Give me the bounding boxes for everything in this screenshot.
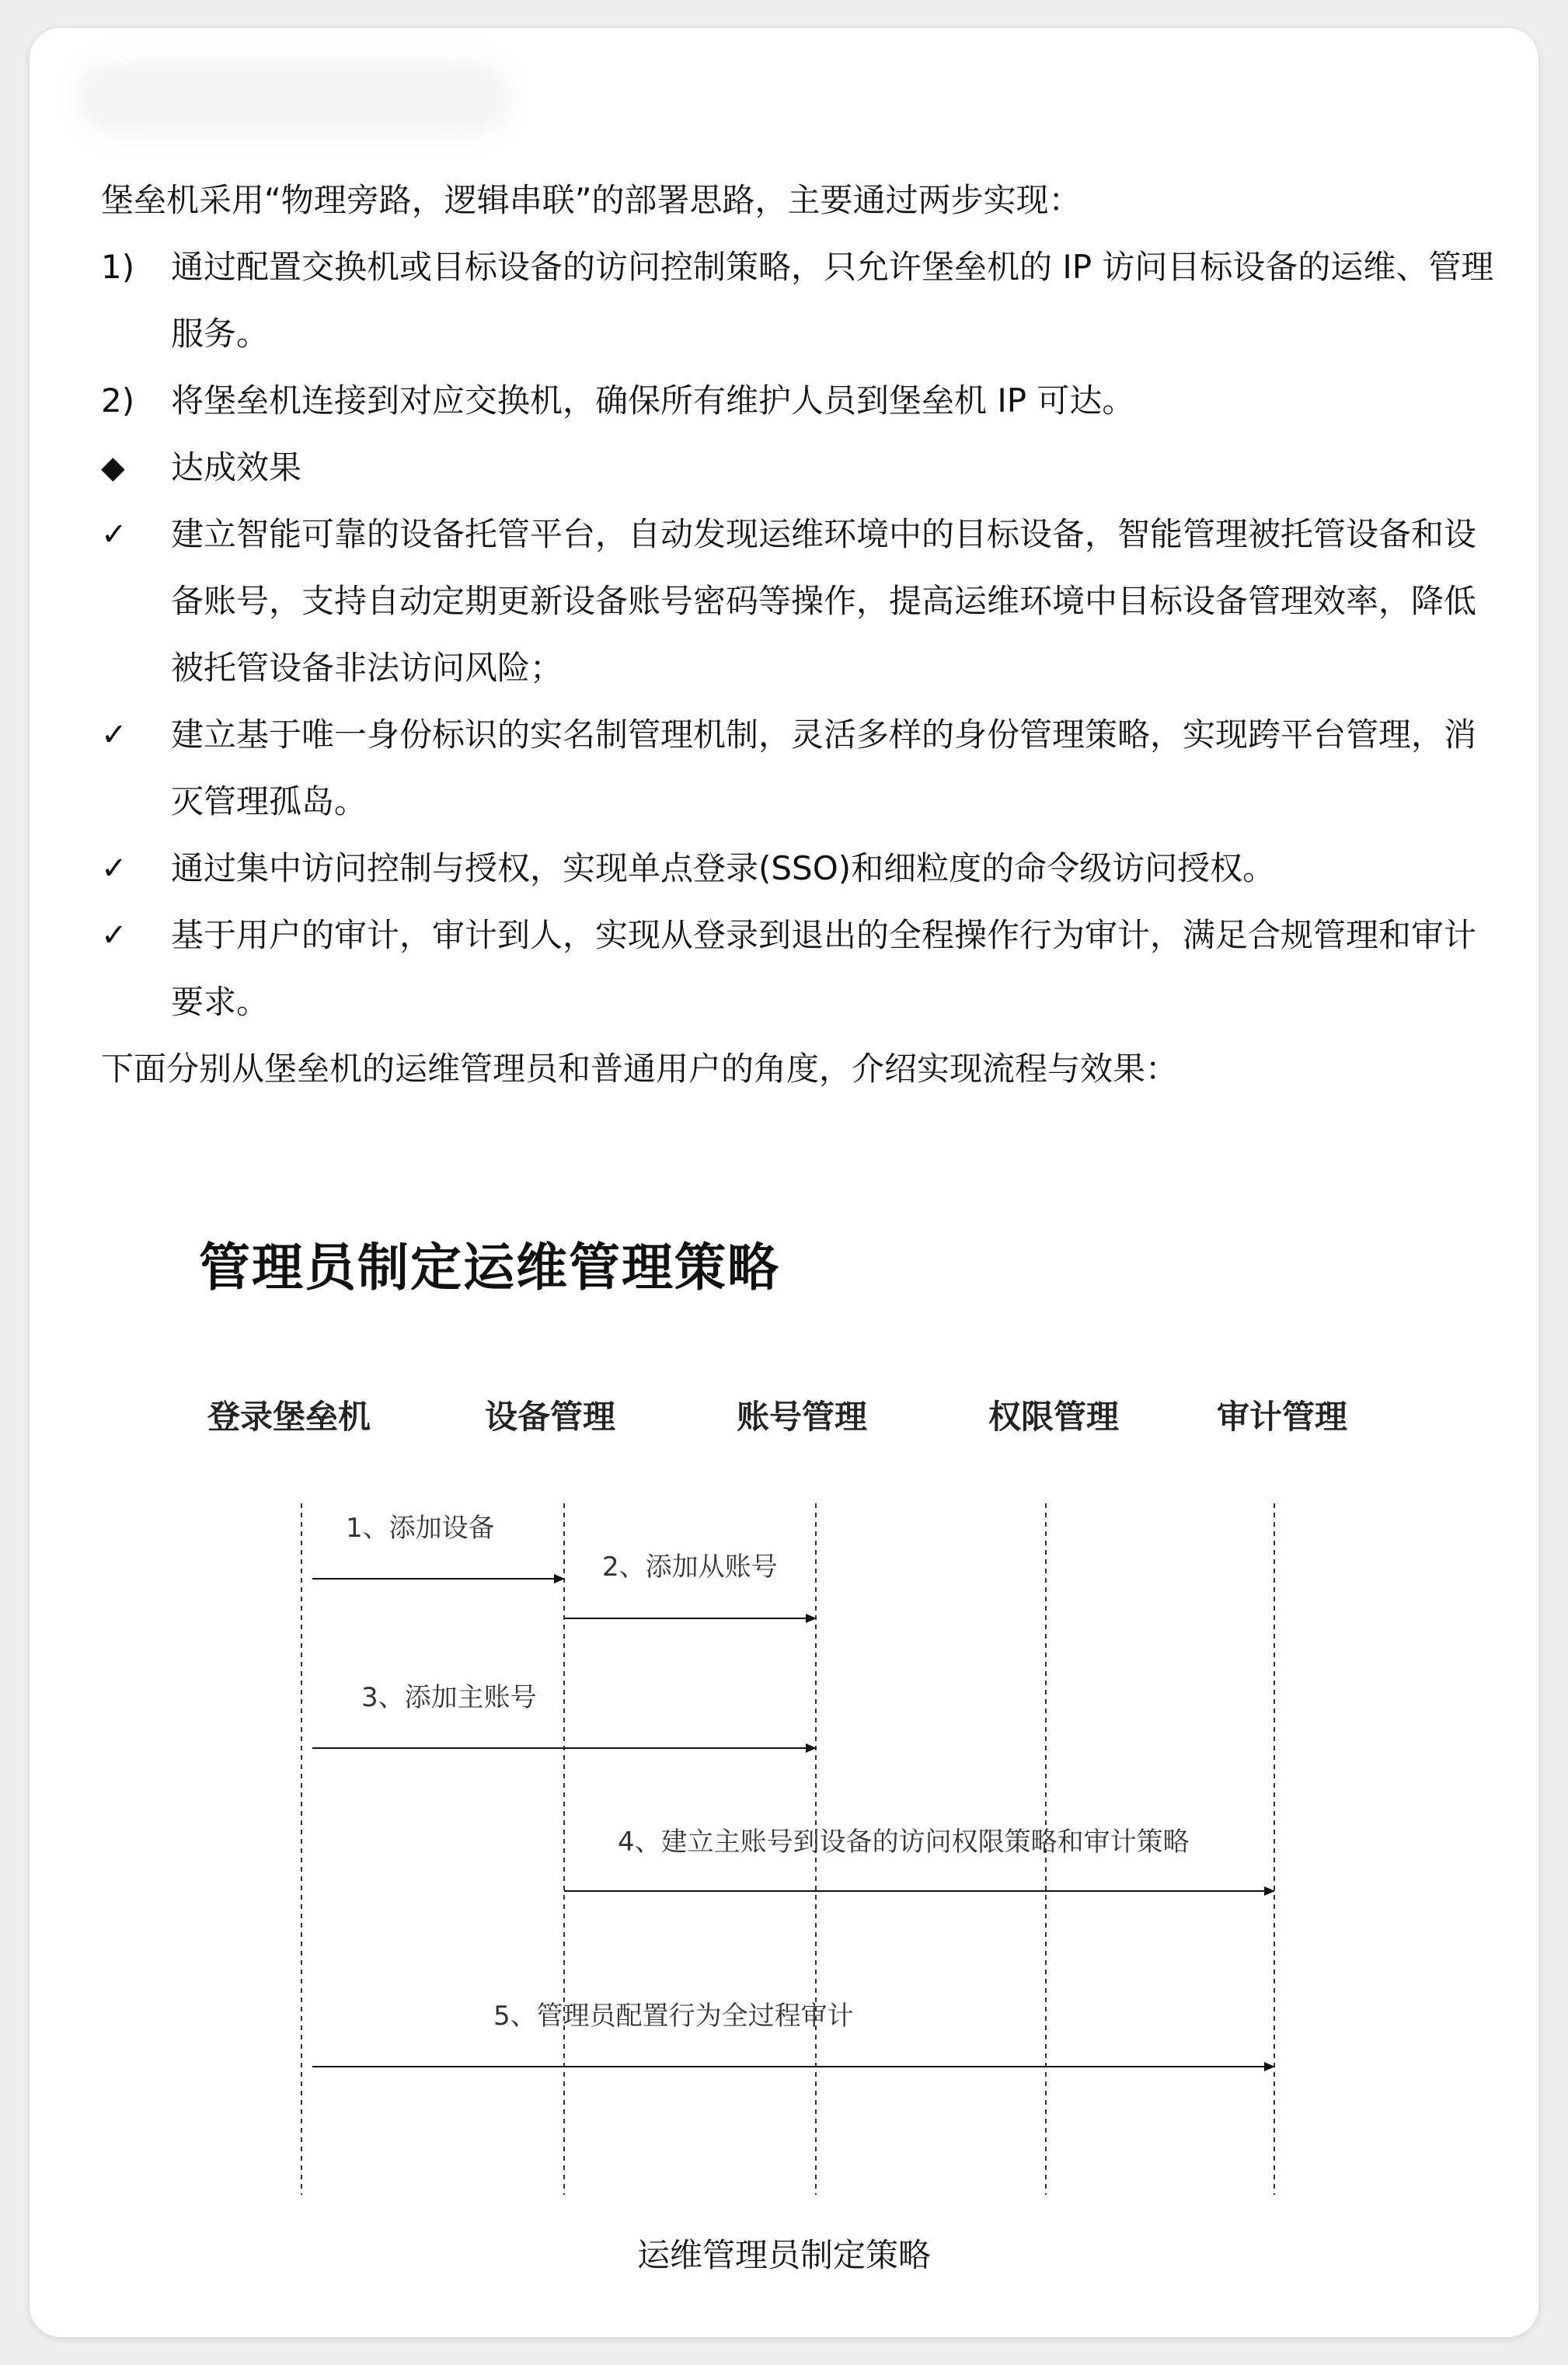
effect-item-1 xyxy=(101,501,1500,702)
step-number: 2) xyxy=(101,381,135,420)
lane-header: 账号管理 xyxy=(736,1398,868,1436)
step-text: 通过配置交换机或目标设备的访问控制策略，只允许堡垒机的 IP 访问目标设备的运维、管理服务。 xyxy=(171,248,1494,353)
effect-text: 建立智能可靠的设备托管平台，自动发现运维环境中的目标设备，智能管理被托管设备和设备账号，支持自动定期更新设备账号密码等操作，提高运维环境中目标设备管理效率，降低被托管设备非法访问风险； xyxy=(171,515,1477,687)
blurred-header xyxy=(76,59,511,137)
document-body xyxy=(101,167,1500,1102)
checkmark-icon: ✓ xyxy=(101,517,127,552)
step-text: 将堡垒机连接到对应交换机，确保所有维护人员到堡垒机 IP 可达。 xyxy=(171,381,1135,420)
checkmark-icon: ✓ xyxy=(101,717,127,753)
outro-paragraph: 下面分别从堡垒机的运维管理员和普通用户的角度，介绍实现流程与效果： xyxy=(101,1050,1179,1088)
effects-heading xyxy=(101,434,1500,501)
message-label: 2、添加从账号 xyxy=(602,1552,778,1583)
diagram-caption: 运维管理员制定策略 xyxy=(636,2236,931,2274)
effect-item-3 xyxy=(101,835,1500,902)
checkmark-icon: ✓ xyxy=(101,918,127,953)
effects-heading-text: 达成效果 xyxy=(171,448,302,486)
message-label: 1、添加设备 xyxy=(346,1513,495,1544)
lane-header: 审计管理 xyxy=(1216,1398,1348,1436)
lane-header: 权限管理 xyxy=(988,1398,1120,1436)
section-title: 管理员制定运维管理策略 xyxy=(199,1238,780,1297)
checkmark-icon: ✓ xyxy=(101,851,127,886)
effect-text: 基于用户的审计，审计到人，实现从登录到退出的全程操作行为审计，满足合规管理和审计要求。 xyxy=(171,916,1477,1021)
diamond-bullet-icon: ◆ xyxy=(101,450,125,486)
effect-item-4 xyxy=(101,902,1500,1036)
message-label: 3、添加主账号 xyxy=(361,1682,537,1713)
step-number: 1) xyxy=(101,248,135,286)
effect-item-2 xyxy=(101,702,1500,835)
step-item-2 xyxy=(101,367,1500,434)
lane-header: 登录堡垒机 xyxy=(207,1398,371,1436)
effect-text: 通过集中访问控制与授权，实现单点登录(SSO)和细粒度的命令级访问授权。 xyxy=(171,849,1276,887)
intro-paragraph: 堡垒机采用“物理旁路，逻辑串联”的部署思路，主要通过两步实现： xyxy=(101,181,1082,219)
effect-text: 建立基于唯一身份标识的实名制管理机制，灵活多样的身份管理策略，实现跨平台管理，消灭管理孤岛。 xyxy=(171,716,1477,820)
lane-header: 设备管理 xyxy=(484,1398,616,1436)
message-label: 4、建立主账号到设备的访问权限策略和审计策略 xyxy=(618,1827,1190,1858)
message-label: 5、管理员配置行为全过程审计 xyxy=(493,2001,854,2032)
sequence-diagram xyxy=(0,1367,1568,2207)
step-item-1 xyxy=(101,234,1500,367)
